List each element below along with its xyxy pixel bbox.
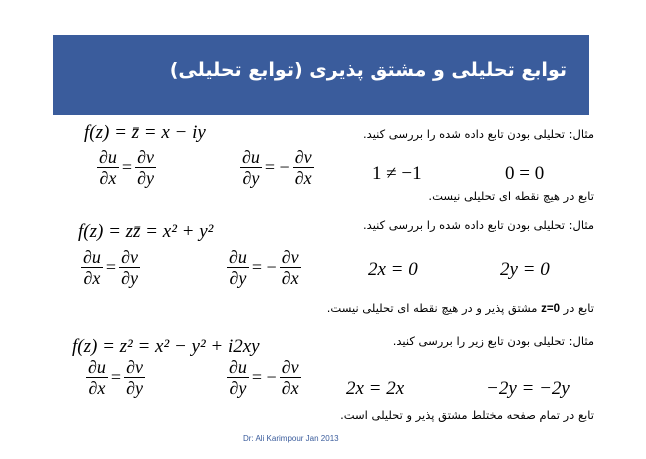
denominator: ∂x bbox=[99, 168, 117, 188]
equals-minus-sign: = − bbox=[251, 367, 277, 387]
result-eq-2b: 2y = 0 bbox=[500, 259, 550, 280]
result-eq-3b: −2y = −2y bbox=[486, 378, 570, 399]
prompt-1: مثال: تحلیلی بودن تابع داده شده را بررسی کنید. bbox=[363, 127, 594, 141]
denominator: ∂y bbox=[121, 268, 138, 288]
result-eq-1a: 1 ≠ −1 bbox=[372, 163, 422, 184]
denominator: ∂x bbox=[88, 378, 106, 398]
slide-title: توابع تحلیلی و مشتق پذیری (توابع تحلیلی) bbox=[169, 59, 567, 81]
numerator: ∂v bbox=[121, 247, 138, 267]
denominator: ∂x bbox=[83, 268, 101, 288]
conclusion-2-point: z=0 bbox=[541, 303, 560, 315]
denominator: ∂x bbox=[281, 268, 299, 288]
numerator: ∂u bbox=[229, 247, 247, 267]
fraction bbox=[280, 357, 301, 398]
equals-sign: = bbox=[110, 367, 122, 387]
result-eq-3a: 2x = 2x bbox=[346, 378, 405, 399]
function-2: f(z) = zz̄ = x² + y² bbox=[78, 221, 214, 242]
numerator: ∂v bbox=[281, 247, 299, 267]
numerator: ∂v bbox=[294, 147, 312, 167]
numerator: ∂u bbox=[242, 147, 260, 167]
result-eq-2a: 2x = 0 bbox=[368, 259, 418, 280]
numerator: ∂u bbox=[229, 357, 247, 377]
conclusion-2 bbox=[327, 301, 594, 315]
function-1: f(z) = z̄ = x − iy bbox=[84, 122, 206, 143]
fraction bbox=[293, 147, 314, 188]
title-banner bbox=[53, 35, 589, 115]
cr-equation-3a bbox=[86, 357, 145, 398]
fraction bbox=[81, 247, 103, 288]
conclusion-2-prefix: تابع در bbox=[563, 301, 594, 315]
fraction bbox=[240, 147, 262, 188]
prompt-3: مثال: تحلیلی بودن تابع زیر را بررسی کنید. bbox=[392, 334, 594, 348]
function-3: f(z) = z² = x² − y² + i2xy bbox=[72, 336, 260, 357]
denominator: ∂y bbox=[229, 378, 247, 398]
denominator: ∂y bbox=[126, 378, 143, 398]
result-eq-1b: 0 = 0 bbox=[505, 163, 545, 184]
fraction bbox=[124, 357, 145, 398]
denominator: ∂y bbox=[229, 268, 247, 288]
fraction bbox=[97, 147, 119, 188]
fraction bbox=[227, 247, 249, 288]
conclusion-2-suffix: مشتق پذیر و در هیچ نقطه ای تحلیلی نیست. bbox=[326, 301, 538, 315]
denominator: ∂y bbox=[137, 168, 154, 188]
cr-equation-2a bbox=[81, 247, 140, 288]
numerator: ∂u bbox=[88, 357, 106, 377]
fraction bbox=[86, 357, 108, 398]
numerator: ∂u bbox=[99, 147, 117, 167]
equals-minus-sign: = − bbox=[251, 257, 277, 277]
fraction bbox=[119, 247, 140, 288]
fraction bbox=[227, 357, 249, 398]
cr-equation-3b bbox=[227, 357, 301, 398]
equals-sign: = bbox=[105, 257, 117, 277]
denominator: ∂y bbox=[242, 168, 260, 188]
denominator: ∂x bbox=[294, 168, 312, 188]
cr-equation-2b bbox=[227, 247, 301, 288]
numerator: ∂v bbox=[137, 147, 154, 167]
numerator: ∂v bbox=[281, 357, 299, 377]
numerator: ∂v bbox=[126, 357, 143, 377]
numerator: ∂u bbox=[83, 247, 101, 267]
denominator: ∂x bbox=[281, 378, 299, 398]
equals-sign: = bbox=[121, 157, 133, 177]
prompt-2: مثال: تحلیلی بودن تابع داده شده را بررسی کنید. bbox=[363, 218, 594, 232]
cr-equation-1a bbox=[97, 147, 156, 188]
fraction bbox=[280, 247, 301, 288]
equals-minus-sign: = − bbox=[264, 157, 290, 177]
conclusion-1: تابع در هیچ نقطه ای تحلیلی نیست. bbox=[428, 189, 594, 203]
conclusion-3: تابع در تمام صفحه مختلط مشتق پذیر و تحلیلی است. bbox=[340, 408, 594, 422]
cr-equation-1b bbox=[240, 147, 314, 188]
fraction bbox=[135, 147, 156, 188]
footer-credit: Dr: Ali Karimpour Jan 2013 bbox=[243, 434, 339, 443]
